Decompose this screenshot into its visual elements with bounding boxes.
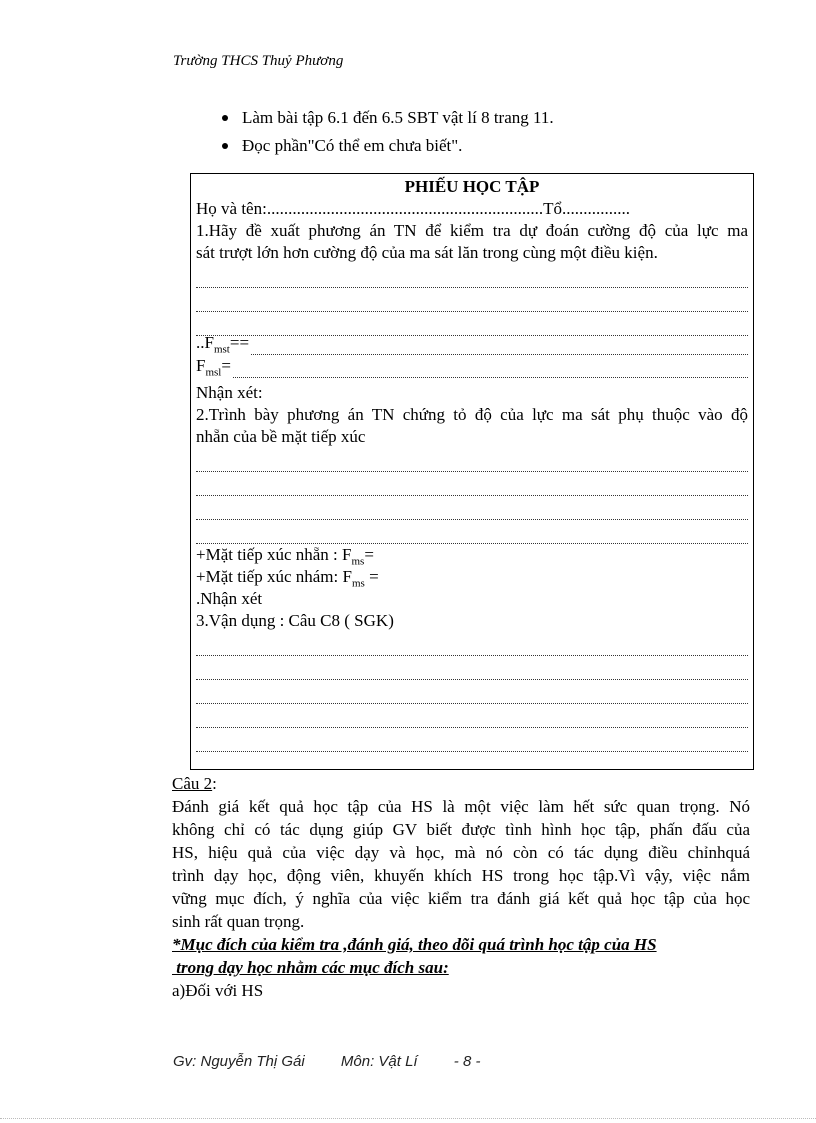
- answer-line[interactable]: [196, 520, 748, 544]
- answer-line[interactable]: [196, 704, 748, 728]
- purpose-heading: trong dạy học nhằm các mục đích sau:: [172, 958, 449, 977]
- bullet-icon: [222, 115, 228, 121]
- bullet-icon: [222, 143, 228, 149]
- question-1-line-2: sát trượt lớn hơn cường độ của ma sát lăn trong cùng một điều kiện.: [196, 243, 658, 262]
- answer-line[interactable]: [196, 288, 748, 312]
- page-footer: [173, 1053, 512, 1070]
- question-1-line-1: 1.Hãy đề xuất phương án TN để kiểm tra dự đoán cường độ của lực ma: [196, 221, 748, 240]
- answer-line: [233, 377, 748, 378]
- section-a: a)Đối với HS: [172, 981, 264, 1000]
- list-item: [222, 132, 554, 160]
- answer-line[interactable]: [196, 632, 748, 656]
- answer-line[interactable]: [196, 656, 748, 680]
- question-2-heading: Câu 2:: [172, 774, 217, 793]
- question-3: 3.Vận dụng : Câu C8 ( SGK): [196, 611, 394, 630]
- fmsl-field[interactable]: [196, 355, 748, 382]
- page-number: - 8 -: [453, 1053, 481, 1070]
- page-header: Trường THCS Thuỷ Phương: [173, 53, 344, 69]
- worksheet-title: PHIẾU HỌC TẬP: [404, 177, 540, 196]
- answer-line: [251, 354, 748, 355]
- teacher-name: Gv: Nguyễn Thị Gái: [173, 1053, 305, 1070]
- paragraph-line: Đánh giá kết quả học tập của HS là một việc làm hết sức quan trọng. Nó: [172, 797, 750, 816]
- remark-1: Nhận xét:: [196, 383, 263, 402]
- question-2-line-1: 2.Trình bày phương án TN chứng tỏ độ của lực ma sát phụ thuộc vào độ: [196, 405, 748, 424]
- body-text: [172, 772, 750, 1002]
- paragraph-line: không chỉ có tác dụng giúp GV biết được tình hình học tập, phấn đấu của: [172, 820, 750, 839]
- paragraph-line: vững mục đích, ý nghĩa của việc kiểm tra đánh giá kết quả học tập của học: [172, 889, 750, 908]
- worksheet: [196, 174, 748, 752]
- fmsl-label: $F_{msl}=$: [196, 355, 231, 378]
- paragraph-line: HS, hiệu quả của việc dạy và học, mà nó còn có tác dụng điều chỉnhquá: [172, 843, 750, 862]
- answer-line[interactable]: [196, 472, 748, 496]
- remark-2: .Nhận xét: [196, 589, 263, 608]
- answer-line[interactable]: [196, 312, 748, 336]
- purpose-heading: *Mục đích của kiểm tra ,đánh giá, theo dõi quá trình học tập của HS: [172, 935, 657, 954]
- question-2-line-2: nhẵn của bề mặt tiếp xúc: [196, 427, 366, 446]
- answer-line[interactable]: [196, 448, 748, 472]
- fmst-field[interactable]: [196, 332, 748, 359]
- subject-name: Môn: Vật Lí: [340, 1053, 418, 1070]
- page-bottom-divider: [0, 1118, 816, 1119]
- paragraph-line: trình dạy học, động viên, khuyến khích HS trong học tập.Vì vậy, việc nắm: [172, 866, 750, 885]
- homework-item-1: Làm bài tập 6.1 đến 6.5 SBT vật lí 8 trang 11.: [242, 108, 554, 127]
- answer-line[interactable]: [196, 264, 748, 288]
- homework-item-2: Đọc phần"Có thể em chưa biết".: [242, 136, 463, 155]
- paragraph-line: sinh rất quan trọng.: [172, 912, 305, 931]
- name-field[interactable]: Họ và tên:.................................................................Tổ................: [196, 199, 630, 218]
- answer-line[interactable]: [196, 496, 748, 520]
- answer-line[interactable]: [196, 680, 748, 704]
- rough-surface-field[interactable]: +Mặt tiếp xúc nhám: $F_{ms}$ =: [196, 567, 379, 588]
- homework-list: [222, 104, 554, 160]
- answer-line[interactable]: [196, 728, 748, 752]
- list-item: [222, 104, 554, 132]
- smooth-surface-field[interactable]: +Mặt tiếp xúc nhẵn : $F_{ms}=$: [196, 545, 374, 566]
- fmst-label: $..F_{mst}==$: [196, 332, 250, 355]
